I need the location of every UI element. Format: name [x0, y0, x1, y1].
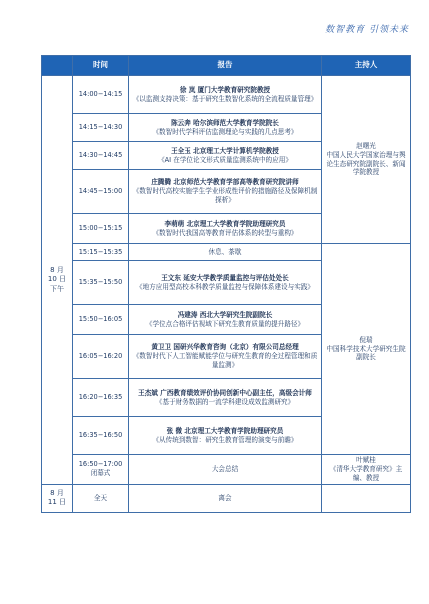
- host-cell-2: 倪瑞 中国科学技术大学研究生院副院长: [322, 244, 411, 455]
- table-row-day2: [42, 484, 411, 512]
- time-cell: 15:35−15:50: [73, 261, 129, 305]
- report-cell-day2: 离会: [129, 484, 322, 512]
- time-cell: 15:50−16:05: [73, 305, 129, 335]
- report-cell: 黄卫卫 国研兴华教育咨询（北京）有限公司总经理 《数智时代下人工智能赋能学位与研究生教育的全过程管理和质量监测》: [129, 335, 322, 379]
- report-cell-closing: 大会总结: [129, 455, 322, 485]
- date-cell-day1: 8 月 10 日 下午: [42, 76, 73, 485]
- time-cell: 14:45−15:00: [73, 170, 129, 214]
- time-cell: 15:00−15:15: [73, 214, 129, 244]
- table-row: [42, 76, 411, 114]
- report-cell: 庄腾腾 北京师范大学教育学部高等教育研究院讲师 《数智时代高校实施学生学业形成性评价的措施路径及保障机制探析》: [129, 170, 322, 214]
- header-report: 报告: [129, 56, 322, 76]
- header-row: [42, 56, 411, 76]
- host-cell-day2: [322, 484, 411, 512]
- report-cell: 王全玉 北京理工大学计算机学院教授 《AI 在学位论文形式质量监测系统中的应用》: [129, 142, 322, 170]
- report-cell: 王文东 延安大学教学质量监控与评估处处长 《地方应用型高校本科教学质量监控与保障体系建设与实践》: [129, 261, 322, 305]
- time-cell: 16:35−16:50: [73, 417, 129, 455]
- host-cell-3: 叶赋桂 《清华大学教育研究》主编、教授: [322, 455, 411, 485]
- report-cell: 王杰斌 广西教育绩效评价协同创新中心副主任，高级会计师 《基于财务数据的一流学科建设成效监测研究》: [129, 379, 322, 417]
- header-time: 时间: [73, 56, 129, 76]
- schedule-table: [41, 55, 411, 513]
- time-cell: 14:30−14:45: [73, 142, 129, 170]
- report-cell: 李萌萌 北京理工大学教育学院助理研究员 《数智时代我国高等教育评估体系的转型与重构》: [129, 214, 322, 244]
- time-cell: 16:20−16:35: [73, 379, 129, 417]
- time-cell: 15:15−15:35: [73, 244, 129, 261]
- header-host: 主持人: [322, 56, 411, 76]
- table-row: [42, 455, 411, 485]
- date-cell-day2: 8 月 11 日: [42, 484, 73, 512]
- report-cell: 冯建涛 西北大学研究生院副院长 《学位点合格评估视域下研究生教育质量的提升路径》: [129, 305, 322, 335]
- time-cell: 14:00−14:15: [73, 76, 129, 114]
- report-cell: 陈云奔 哈尔滨师范大学教育学院院长 《数智时代学科评估监测理论与实践的几点思考》: [129, 114, 322, 142]
- time-cell: 16:50−17:00 闭幕式: [73, 455, 129, 485]
- table-row: [42, 244, 411, 261]
- slogan: 数智教育 引领未来: [325, 25, 409, 35]
- report-cell: 徐 岚 厦门大学教育研究院教授 《以监测支持决策：基于研究生数智化系统的全流程质量管理》: [129, 76, 322, 114]
- report-cell: 张 微 北京理工大学教育学院助理研究员 《从传统到数智：研究生教育管理的演变与前瞻》: [129, 417, 322, 455]
- time-cell-day2: 全天: [73, 484, 129, 512]
- report-cell-break: 休息、茶歇: [129, 244, 322, 261]
- host-cell-1: 赵曙光 中国人民大学国家治理与舆论生态研究院副院长、新闻学院教授: [322, 76, 411, 244]
- header-date: [42, 56, 73, 76]
- time-cell: 16:05−16:20: [73, 335, 129, 379]
- time-cell: 14:15−14:30: [73, 114, 129, 142]
